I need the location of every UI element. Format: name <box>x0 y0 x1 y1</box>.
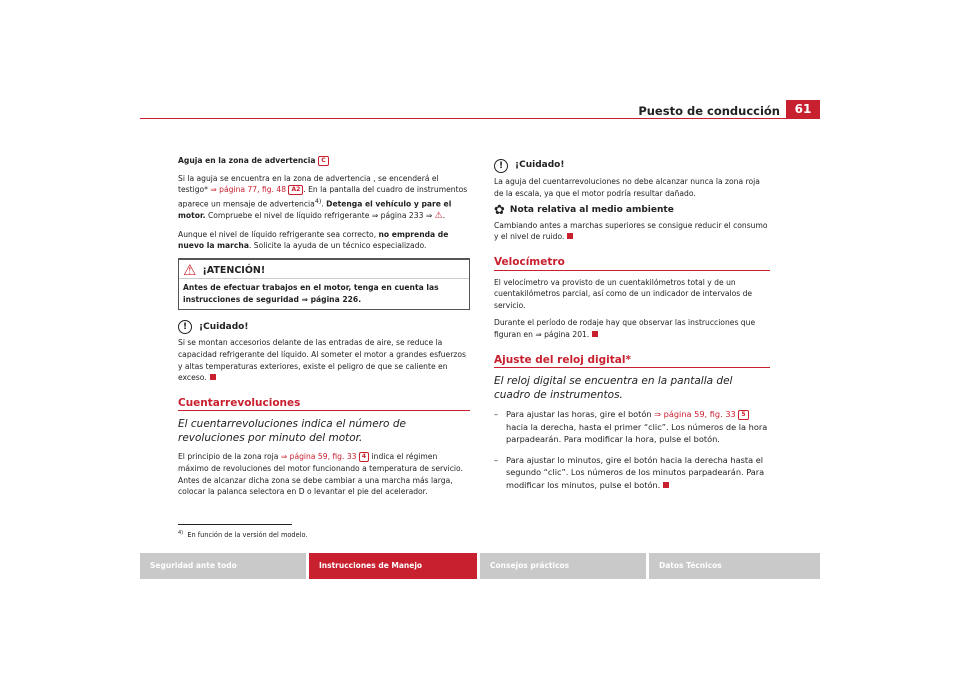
section-subtitle-tachometer: El cuentarrevoluciones indica el número de revoluciones por minuto del motor. <box>178 418 406 445</box>
footnote-rule <box>178 524 292 525</box>
section-title-speedometer: Velocímetro <box>494 257 770 271</box>
attention-text: Antes de efectuar trabajos en el motor, tenga en cuenta las instrucciones de seguridad ⇒ página 226. <box>179 278 469 309</box>
page-link[interactable]: ⇒ página 59, fig. 33 <box>280 452 357 462</box>
warning-triangle-icon: ⚠ <box>183 260 197 279</box>
footer-tab-tips[interactable]: Consejos prácticos <box>480 553 646 579</box>
footnote-ref: 4) <box>314 197 322 205</box>
right-column <box>494 155 770 499</box>
footer-tab-operation[interactable]: Instrucciones de Manejo <box>309 553 477 579</box>
section-title-tachometer: Cuentarrevoluciones <box>178 398 470 412</box>
paragraph-warning-zone: Si la aguja se encuentra en la zona de advertencia , se encenderá el testigo* ⇒ página 77, fig. 48 A2 . En la pantalla del cuadro de instrumentos aparece un mensaje de advertencia$^{4)}$. Detenga el vehículo y pare el motor. Compruebe el nivel de líquido refrigerante ⇒ página 233 ⇒ ⚠. <box>178 173 468 221</box>
header-rule <box>140 118 820 119</box>
footer-tab-technical-data[interactable]: Datos Técnicos <box>649 553 820 579</box>
attention-box <box>178 258 470 311</box>
end-marker-icon <box>567 233 573 239</box>
attention-title: ¡ATENCIÓN! <box>202 264 266 276</box>
page-link[interactable]: ⇒ página 77, fig. 48 <box>210 185 287 195</box>
paragraph-speedometer-1: El velocímetro va provisto de un cuentakilómetros total y de un cuentakilómetros parcial, así como de un indicador de intervalos de servicio. <box>494 277 753 310</box>
page-number: 61 <box>786 100 820 118</box>
list-item: – Para ajustar lo minutos, gire el botón hacia la derecha hasta el segundo “clic”. Los números de los minutos parpadearán. Para modificar los minutos, pulse el botón. <box>494 454 765 490</box>
paragraph-tachometer: El principio de la zona roja ⇒ página 59, fig. 33 4 indica el régimen máximo de revoluciones del motor funcionando a temperatura de servicio. Antes de alcanzar dicha zona se debe cambiar a una marcha más larga, colocar la palanca selectora en D o levantar el pie del acelerador. <box>178 452 463 497</box>
heading-warning-zone: Aguja en la zona de advertencia C <box>178 155 470 167</box>
warning-triangle-icon: ⚠ <box>434 210 443 221</box>
end-marker-icon <box>663 482 669 488</box>
callout-badge: C <box>318 156 328 166</box>
exclamation-circle-icon: ! <box>494 159 508 173</box>
caution-heading: ! ¡Cuidado! <box>178 320 470 334</box>
end-marker-icon <box>210 374 216 380</box>
callout-badge: 4 <box>359 452 369 462</box>
callout-badge: A2 <box>288 185 303 195</box>
exclamation-circle-icon: ! <box>178 320 192 334</box>
environment-text: Cambiando antes a marchas superiores se consigue reducir el consumo y el nivel de ruido. <box>494 220 768 242</box>
callout-badge: 5 <box>738 410 748 420</box>
section-title-clock: Ajuste del reloj digital* <box>494 355 770 369</box>
caution-heading: ! ¡Cuidado! <box>494 159 770 173</box>
paragraph-coolant: Aunque el nivel de líquido refrigerante sea correcto, no emprenda de nuevo la marcha. Solicite la ayuda de un técnico especializado. <box>178 229 449 251</box>
section-subtitle-clock: El reloj digital se encuentra en la pantalla del cuadro de instrumentos. <box>494 375 733 402</box>
paragraph-speedometer-2: Durante el período de rodaje hay que observar las instrucciones que figuran en ⇒ página 201. <box>494 318 756 339</box>
left-column <box>178 155 470 504</box>
environment-flower-icon: ✿ <box>494 203 505 219</box>
page-header-title: Puesto de conducción <box>638 104 780 118</box>
caution-text: Si se montan accesorios delante de las entradas de aire, se reduce la capacidad refrigerante del líquido. Al someter el motor a grandes esfuerzos y altas temperaturas exteriores, existe el peligro de que se caliente en exceso. <box>178 338 466 383</box>
environment-heading: ✿ Nota relativa al medio ambiente <box>494 203 674 219</box>
footnote: $^{4)}$ En función de la versión del modelo. <box>178 530 308 540</box>
caution-text: La aguja del cuentarrevoluciones no debe alcanzar nunca la zona roja de la escala, ya que el motor podría resultar dañado. <box>494 177 760 198</box>
page-link[interactable]: ⇒ página 59, fig. 33 <box>654 409 736 420</box>
footer-tab-safety[interactable]: Seguridad ante todo <box>140 553 306 579</box>
end-marker-icon <box>592 331 598 337</box>
list-item: – Para ajustar las horas, gire el botón ⇒ página 59, fig. 33 5 hacia la derecha, hasta el primer “clic”. Los números de la hora parpadearán. Para modificar la hora, pulse el botón. <box>494 409 768 445</box>
